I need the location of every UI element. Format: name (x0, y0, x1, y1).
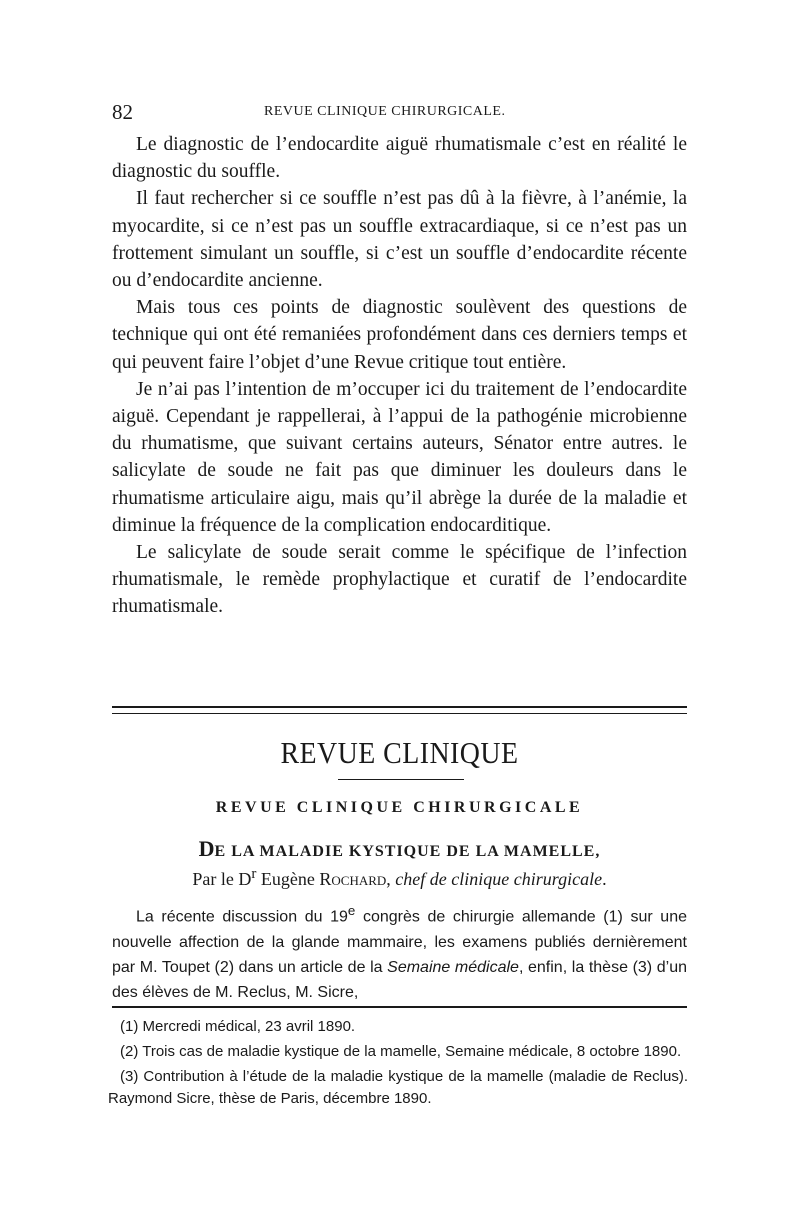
byline-role: chef de clinique chirurgicale (395, 869, 603, 889)
title-rest: E LA MALADIE KYSTIQUE DE LA MAMELLE, (214, 843, 601, 860)
byline-prefix: Par le D (192, 869, 252, 889)
article-sup: e (347, 903, 356, 918)
paragraph: Il faut rechercher si ce souffle n’est pas dû à la fièvre, à l’anémie, la myocardite, si ce n’est pas un souffle extracardiaque, si ce n’est pas un frottement simulant un souffle, si c’est un souffle d’endocardite récente ou d’endocardite ancienne. (112, 188, 687, 292)
footnote-divider (112, 1006, 687, 1008)
byline-name: Eugène (256, 869, 320, 889)
title-initial: D (198, 836, 215, 861)
article-italic: Semaine médicale (387, 958, 519, 976)
section-heading: REVUE CLINIQUE (280, 735, 519, 770)
footnotes (108, 1016, 688, 1113)
heading-rule (338, 779, 464, 780)
paragraph: Je n’ai pas l’intention de m’occuper ici du traitement de l’endocardite aiguë. Cependant je rappellerai, à l’appui de la pathogénie microbienne du rhumatisme, que suivant certains auteurs, Sénator entre autres. le salicylate de soude ne fait pas que diminuer les douleurs dans le rhumatisme articulaire aigu, mais qu’il abrège la durée de la maladie et diminue la fréquence de la complication endocarditique. (112, 378, 687, 536)
running-title: REVUE CLINIQUE CHIRURGICALE. (264, 104, 506, 119)
page-number: 82 (112, 100, 133, 124)
article-text (112, 898, 687, 1006)
footnote: (1) Mercredi médical, 23 avril 1890. (120, 1018, 356, 1035)
article-title (112, 836, 687, 862)
paragraph: Le salicylate de soude serait comme le spécifique de l’infection rhumatismale, le remède prophylactique et curatif de l’endocardite rhumatismale. (112, 542, 687, 618)
section-divider (112, 706, 687, 714)
page-header (112, 100, 687, 124)
footnote: (2) Trois cas de maladie kystique de la mamelle, Semaine médicale, 8 octobre 1890. (120, 1043, 682, 1060)
byline: Par le $D^r$ Eugène Rochard, chef de clinique chirurgicale. (192, 866, 607, 889)
article-paragraph (112, 898, 687, 1006)
paragraph: Mais tous ces points de diagnostic soulèvent des questions de technique qui ont été remaniées profondément dans ces derniers temps et qui peuvent faire l’objet d’une Revue critique tout entière. (112, 297, 687, 373)
byline-sup: r (251, 866, 257, 882)
article-text-part: , enfin, la thèse (3) d’un des élèves de M. Reclus, M. Sicre, (112, 958, 688, 1002)
footnote: (3) Contribution à l’étude de la maladie kystique de la mamelle (maladie de Reclus). Raymond Sicre, thèse de Paris, décembre 1890. (108, 1068, 688, 1107)
article-text-part: congrès de chirurgie allemande (1) sur une nouvelle affection de la glande mammaire, les examens publiés dernièrement par M. Toupet (2) dans un article de la (112, 908, 688, 976)
byline-surname: Rochard (319, 869, 387, 889)
paragraph: Le diagnostic de l’endocardite aiguë rhumatismale c’est en réalité le diagnostic du souffle. (112, 134, 687, 183)
subsection-heading: REVUE CLINIQUE CHIRURGICALE (215, 799, 584, 816)
byline-end: . (602, 869, 607, 889)
body-text (112, 131, 687, 621)
article-text-part: La récente discussion du 19 (136, 908, 348, 926)
